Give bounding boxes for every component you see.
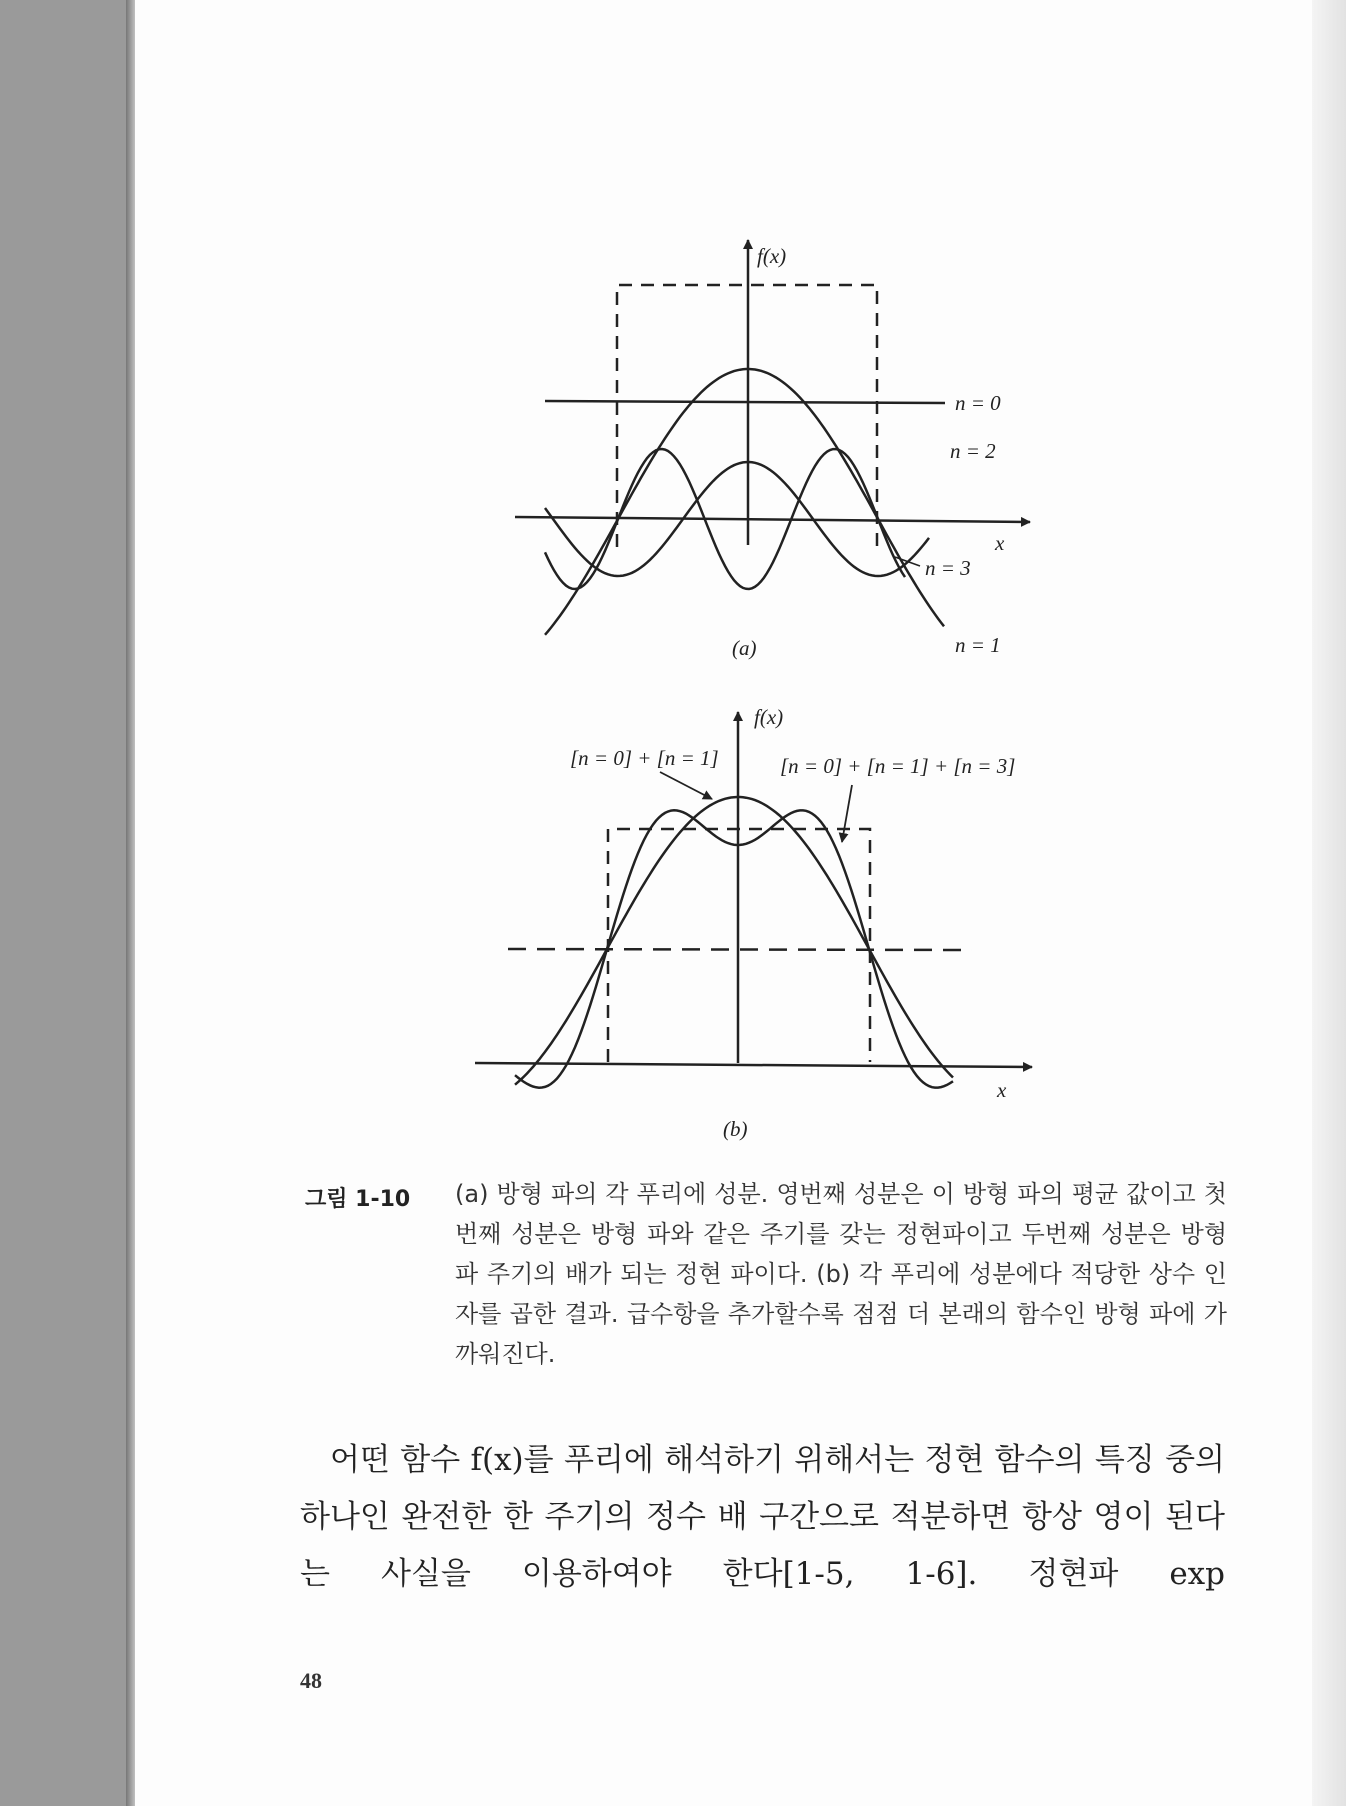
panel-b-x-axis <box>475 1063 1032 1067</box>
panel-b-x-label: x <box>997 1078 1007 1102</box>
panel-a <box>515 240 1030 660</box>
body-paragraph <box>300 1432 1225 1603</box>
panel-b-pointer-arrow-2 <box>842 785 852 842</box>
panel-a-curve-n1 <box>545 369 944 635</box>
panel-b-y-label: f(x) <box>754 705 784 729</box>
caption-label: 그림 1-10 <box>305 1187 411 1212</box>
page-number: 48 <box>300 1668 322 1693</box>
panel-b-panel-label: (b) <box>723 1117 748 1141</box>
panel-a-label-n1: n = 1 <box>955 633 1001 657</box>
panel-a-x-label: x <box>995 531 1005 555</box>
panel-b <box>475 705 1032 1141</box>
panel-b-sum-n0-n1 <box>515 797 953 1085</box>
panel-a-curve-n0 <box>545 401 945 403</box>
panel-a-y-label: f(x) <box>757 244 787 268</box>
body-paragraph-text: 어떤 함수 f(x)를 푸리에 해석하기 위해서는 정현 함수의 특징 중의 하나인 완전한 한 주기의 정수 배 구간으로 적분하면 항상 영이 된다는 사실을 이용하여야 한다[1-5, 1-6]. 정현파 exp <box>300 1442 1225 1592</box>
panel-a-panel-label: (a) <box>732 636 757 660</box>
panel-a-label-n2: n = 2 <box>950 439 996 463</box>
panel-a-label-n0: n = 0 <box>955 391 1001 415</box>
panel-a-x-axis <box>515 517 1030 522</box>
panel-b-pointer-arrow-1 <box>660 772 712 799</box>
panel-b-label-sum2: [n = 0] + [n = 1] + [n = 3] <box>780 754 1016 778</box>
panel-b-dc-level <box>508 949 972 950</box>
caption-text: (a) 방형 파의 각 푸리에 성분. 영번째 성분은 이 방형 파의 평균 값이고 첫번째 성분은 방형 파와 같은 주기를 갖는 정현파이고 두번째 성분은 방형 파 주기의 배가 되는 정현 파이다. (b) 각 푸리에 성분에다 적당한 상수 인자를 곱한 결과. 급수항을 추가할수록 점점 더 본래의 함수인 방형 파에 가까워진다. <box>455 1180 1227 1368</box>
panel-a-label-n3: n = 3 <box>925 556 971 580</box>
panel-b-label-sum1: [n = 0] + [n = 1] <box>570 746 719 770</box>
